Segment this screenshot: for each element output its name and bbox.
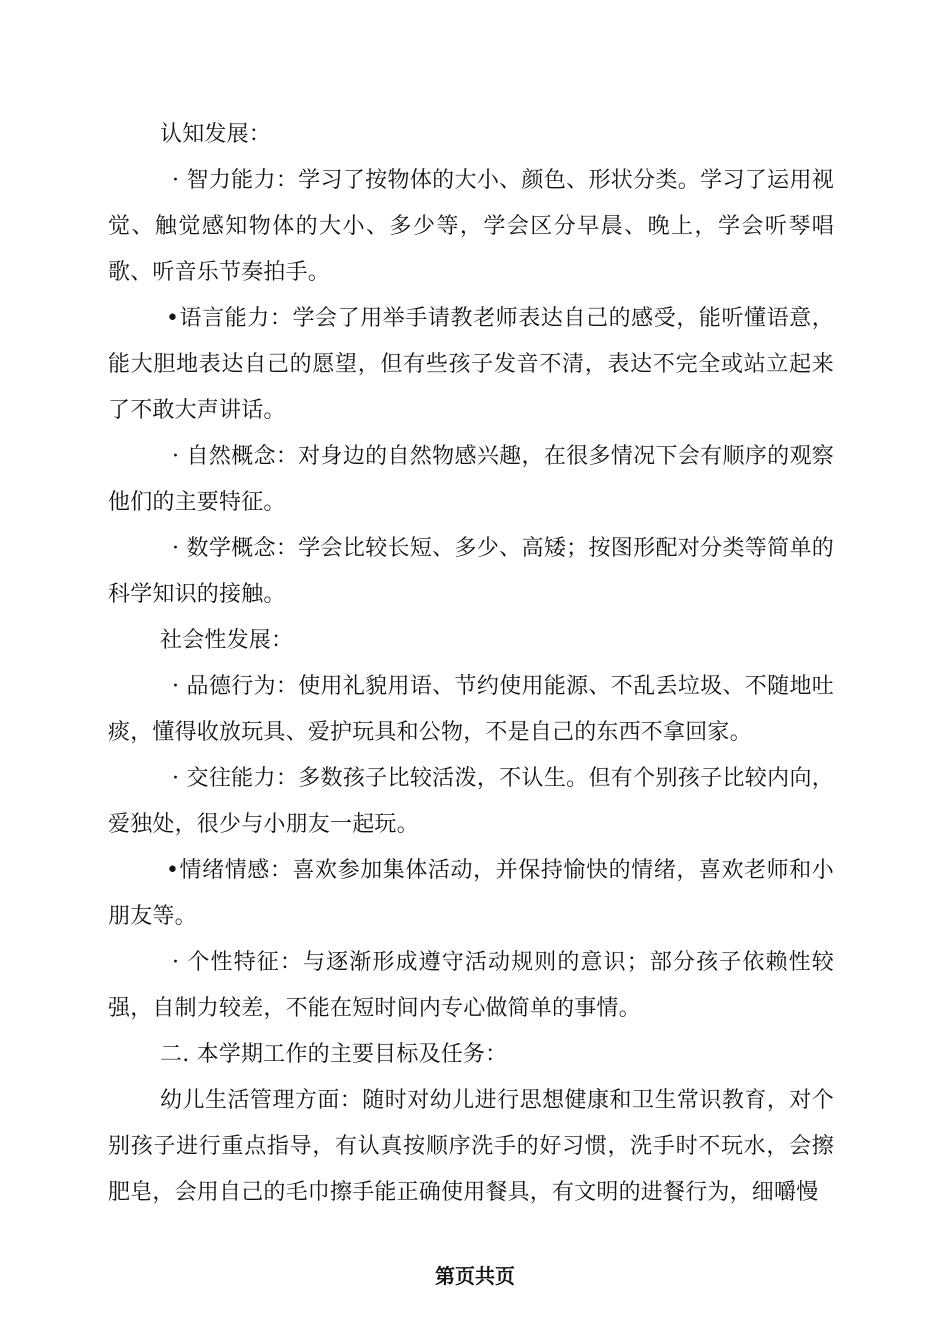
paragraph-emotions: •情绪情感：喜欢参加集体活动，并保持愉快的情绪，喜欢老师和小朋友等。	[108, 858, 834, 929]
paragraph-personality: · 个性特征：与逐渐形成遵守活动规则的意识；部分孩子依赖性较强，自制力较差，不能在短时间内专心做简单的事情。	[108, 950, 834, 1021]
paragraph-social-ability: · 交往能力：多数孩子比较活泼，不认生。但有个别孩子比较内向，爱独处，很少与小朋友一起玩。	[108, 766, 834, 837]
section-heading-social: 社会性发展：	[160, 628, 294, 653]
paragraph-nature-concept: · 自然概念：对身边的自然物感兴趣，在很多情况下会有顺序的观察他们的主要特征。	[108, 444, 834, 515]
paragraph-intellectual-ability: · 智力能力：学习了按物体的大小、颜色、形状分类。学习了运用视觉、触觉感知物体的大小、多少等，学会区分早晨、晚上，学会听琴唱歌、听音乐节奏拍手。	[108, 168, 834, 285]
paragraph-moral-behavior: · 品德行为：使用礼貌用语、节约使用能源、不乱丢垃圾、不随地吐痰，懂得收放玩具、爱护玩具和公物，不是自己的东西不拿回家。	[108, 674, 834, 745]
paragraph-life-management: 幼儿生活管理方面：随时对幼儿进行思想健康和卫生常识教育，对个别孩子进行重点指导，有认真按顺序洗手的好习惯，洗手时不玩水，会擦肥皂，会用自己的毛巾擦手能正确使用餐具，有文明的进餐行为，细嚼慢	[108, 1088, 834, 1205]
section-heading-cognitive: 认知发展：	[160, 122, 272, 147]
page-footer: 第页共页	[435, 1264, 515, 1288]
section-heading-goals: 二. 本学期工作的主要目标及任务：	[160, 1042, 508, 1067]
paragraph-language-ability: •语言能力：学会了用举手请教老师表达自己的感受，能听懂语意，能大胆地表达自己的愿望，但有些孩子发音不清，表达不完全或站立起来了不敢大声讲话。	[108, 306, 834, 423]
paragraph-math-concept: · 数学概念：学会比较长短、多少、高矮；按图形配对分类等简单的科学知识的接触。	[108, 536, 834, 607]
document-body	[108, 112, 834, 1216]
